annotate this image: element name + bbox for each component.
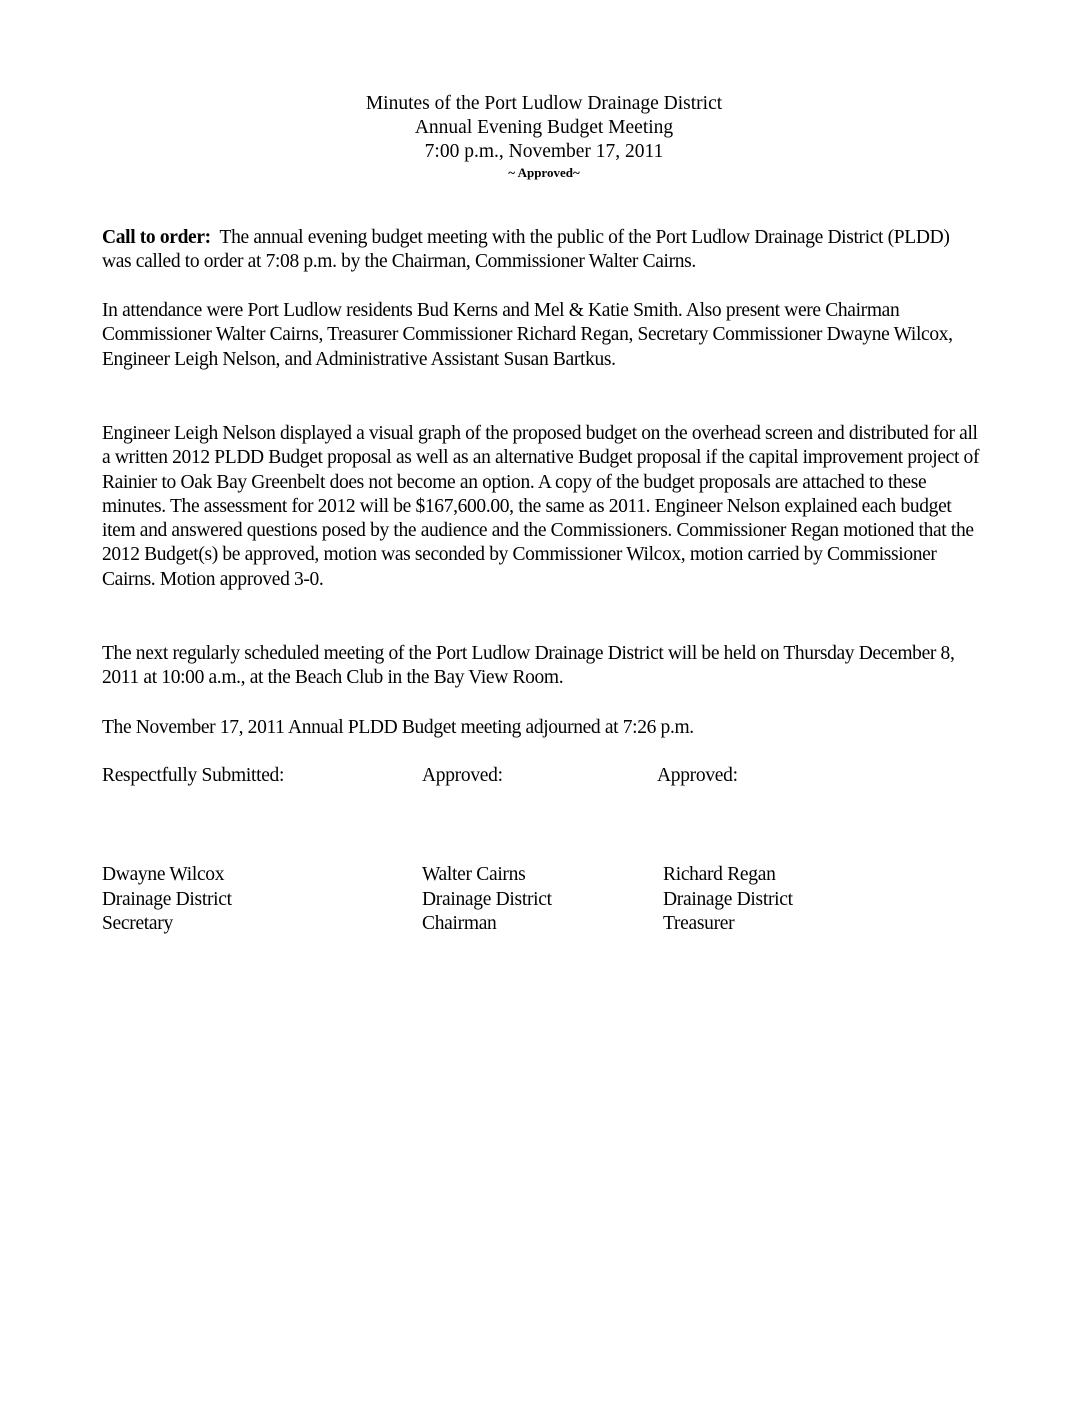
approval-status: ~ Approved~ [508,165,580,180]
adjourned-paragraph: The November 17, 2011 Annual PLDD Budget meeting adjourned at 7:26 p.m. [102,717,694,738]
signer-role: Secretary [102,913,173,934]
signer-org: Drainage District [102,888,232,910]
signature-heading: Approved: [422,765,503,786]
signer-secretary [102,863,232,937]
next-meeting-paragraph: The next regularly scheduled meeting of the Port Ludlow Drainage District will be held on Thursday December 8, 2011 at 10:00 a.m., at the Beach Club in the Bay View Room. [102,643,955,689]
document-header [0,92,1088,182]
signature-heading: Approved: [657,765,738,786]
signer-role: Chairman [422,913,497,934]
title-line-2: Annual Evening Budget Meeting [414,117,674,138]
call-to-order-paragraph [102,226,982,275]
signature-heading: Respectfully Submitted: [102,765,285,786]
signature-block-secretary [102,764,284,789]
call-to-order-text: The annual evening budget meeting with the public of the Port Ludlow Drainage District (PLDD) was called to order at 7:08 p.m. by the Chairman, Commissioner Walter Cairns. [102,227,950,273]
signer-role: Treasurer [663,913,735,934]
signer-org: Drainage District [422,888,552,910]
attendance-paragraph: In attendance were Port Ludlow residents Bud Kerns and Mel & Katie Smith. Also present were Chairman Commissioner Walter Cairns, Treasurer Commissioner Richard Regan, Secretary Commissioner Dwayne Wilcox, Engineer Leigh Nelson, and Administrative Assistant Susan Bartkus. [102,300,953,370]
signer-name: Walter Cairns [422,864,526,885]
title-line-1: Minutes of the Port Ludlow Drainage District [365,93,723,114]
signer-name: Dwayne Wilcox [102,864,225,885]
meeting-datetime: 7:00 p.m., November 17, 2011 [424,141,664,162]
signer-treasurer [663,863,793,937]
signature-block-treasurer [657,764,738,789]
signer-chairman [422,863,552,937]
signer-org: Drainage District [663,888,793,910]
signature-block-chairman [422,764,503,789]
budget-paragraph: Engineer Leigh Nelson displayed a visual graph of the proposed budget on the overhead screen and distributed for all a written 2012 PLDD Budget proposal as well as an alternative Budget proposal if the capital improvement project of Rainier to Oak Bay Greenbelt does not become an option. A copy of the budget proposals are attached to these minutes. The assessment for 2012 will be $167,600.00, the same as 2011. Engineer Nelson explained each budget item and answered questions posed by the audience and the Commissioners. Commissioner Regan motioned that the 2012 Budget(s) be approved, motion was seconded by Commissioner Wilcox, motion carried by Commissioner Cairns. Motion approved 3-0. [102,423,980,590]
signer-name: Richard Regan [663,864,776,885]
call-to-order-label: Call to order: [102,227,211,248]
